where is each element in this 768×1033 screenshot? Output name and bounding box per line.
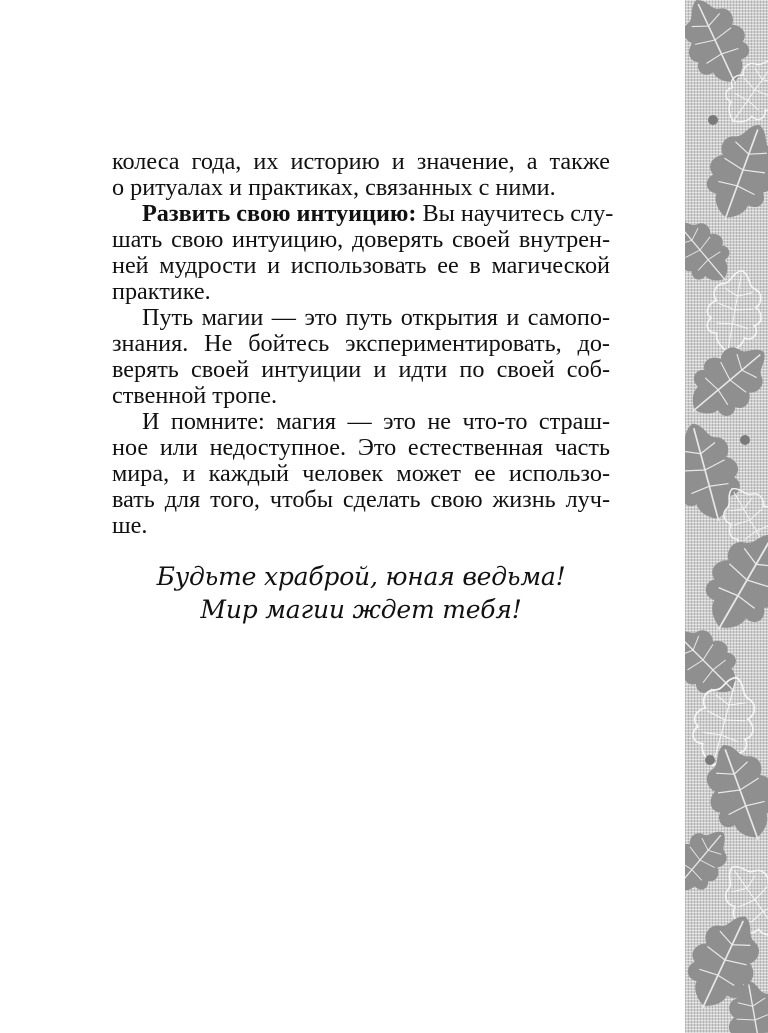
text-line: мира, и каждый человек может ее использо-	[112, 460, 610, 487]
text-line: ственной тропе.	[112, 382, 278, 409]
text-line: о ритуалах и практиках, связанных с ними.	[112, 174, 556, 201]
text-line: верять своей интуиции и идти по своей соб-	[112, 356, 610, 383]
text-line: знания. Не бойтесь экспериментировать, до-	[112, 330, 610, 357]
text-line: И помните: магия — это не что-то страш-	[142, 408, 610, 435]
text-line: практике.	[112, 278, 211, 305]
body-text	[112, 148, 614, 539]
text-line: ное или недоступное. Это естественная часть	[112, 434, 610, 461]
text-fragment: Вы научитесь слу-	[416, 200, 614, 227]
bold-lead: Развить свою интуицию:	[142, 200, 417, 227]
text-line: Путь магии — это путь открытия и самопо-	[142, 304, 610, 331]
text-line: ше.	[112, 512, 148, 539]
text-line: шать свою интуицию, доверять своей внутрен-	[112, 226, 610, 253]
oak-leaf-pattern-icon	[685, 0, 768, 1033]
text-line: колеса года, их историю и значение, а также	[112, 148, 610, 175]
closing-line-2: Мир магии ждет тебя!	[200, 595, 522, 624]
closing-wish	[112, 560, 610, 626]
closing-line-1: Будьте храброй, юная ведьма!	[156, 562, 566, 591]
text-line: ней мудрости и использовать ее в магической	[112, 252, 610, 279]
decorative-side-strip	[685, 0, 768, 1033]
text-line: вать для того, чтобы сделать свою жизнь луч-	[112, 486, 610, 513]
text-line	[112, 200, 614, 227]
